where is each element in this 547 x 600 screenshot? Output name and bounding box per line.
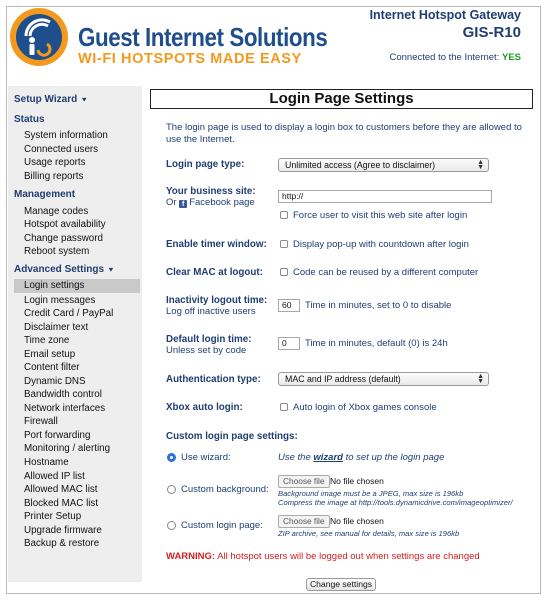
connection-status bbox=[389, 52, 521, 63]
facebook-page-sublabel: Or f Facebook page bbox=[166, 197, 255, 208]
xbox-label: Xbox auto login: bbox=[166, 402, 243, 413]
product-model: GIS-R10 bbox=[462, 24, 521, 41]
sidebar-item-port-forwarding[interactable]: Port forwarding bbox=[24, 430, 91, 441]
custom-background-note-1: Background image must be a JPEG, max size is 196kb bbox=[278, 489, 464, 498]
intro-text: The login page is used to display a login box to customers before they are allowed to use the Internet. bbox=[166, 122, 522, 145]
login-page-type-label: Login page type: bbox=[166, 159, 245, 170]
warning-label: WARNING: bbox=[166, 551, 216, 562]
setup-wizard-link[interactable]: Setup Wizard ▼ bbox=[14, 94, 89, 105]
use-wizard-radio[interactable] bbox=[167, 453, 176, 462]
connection-value: YES bbox=[501, 52, 521, 63]
sidebar bbox=[8, 86, 142, 582]
product-name: Internet Hotspot Gateway bbox=[369, 8, 521, 22]
default-login-hint: Time in minutes, default (0) is 24h bbox=[305, 338, 448, 349]
sidebar-item-usage-reports[interactable]: Usage reports bbox=[24, 157, 86, 168]
sidebar-item-blocked-mac-list[interactable]: Blocked MAC list bbox=[24, 498, 99, 509]
custom-background-file-name: No file chosen bbox=[330, 476, 384, 486]
custom-login-page-choose-file-button[interactable]: Choose file bbox=[278, 515, 330, 528]
sidebar-item-connected-users[interactable]: Connected users bbox=[24, 144, 99, 155]
timer-window-option: Display pop-up with countdown after login bbox=[293, 239, 469, 250]
sidebar-item-dynamic-dns[interactable]: Dynamic DNS bbox=[24, 376, 86, 387]
use-wizard-label: Use wizard: bbox=[181, 452, 231, 463]
custom-background-label: Custom background: bbox=[181, 484, 269, 495]
custom-background-note-2: Compress the image at http://tools.dynamicdrive.com/imageoptimizer/ bbox=[278, 498, 513, 507]
facebook-icon: f bbox=[179, 200, 187, 208]
sidebar-item-upgrade-firmware[interactable]: Upgrade firmware bbox=[24, 525, 102, 536]
auth-type-value: MAC and IP address (default) bbox=[285, 374, 401, 384]
custom-login-page-note: ZIP archive, see manual for details, max size is 196kb bbox=[278, 529, 460, 538]
sidebar-item-change-password[interactable]: Change password bbox=[24, 233, 103, 244]
custom-login-page-label: Custom login page: bbox=[181, 520, 263, 531]
xbox-checkbox[interactable] bbox=[280, 403, 288, 411]
double-chevron-down-icon: ▼ bbox=[80, 95, 89, 104]
sidebar-item-allowed-ip-list[interactable]: Allowed IP list bbox=[24, 471, 85, 482]
default-login-sublabel: Unless set by code bbox=[166, 345, 247, 356]
sidebar-item-allowed-mac-list[interactable]: Allowed MAC list bbox=[24, 484, 98, 495]
sidebar-item-system-information[interactable]: System information bbox=[24, 130, 108, 141]
sidebar-item-backup-restore[interactable]: Backup & restore bbox=[24, 538, 100, 549]
inactivity-hint: Time in minutes, set to 0 to disable bbox=[305, 300, 452, 311]
sidebar-item-login-messages[interactable]: Login messages bbox=[24, 295, 96, 306]
sidebar-item-login-settings[interactable]: Login settings bbox=[14, 279, 140, 293]
header bbox=[0, 0, 533, 82]
timer-window-checkbox[interactable] bbox=[280, 240, 288, 248]
login-page-type-value: Unlimited access (Agree to disclaimer) bbox=[285, 160, 436, 170]
force-visit-checkbox[interactable] bbox=[280, 211, 288, 219]
custom-settings-heading: Custom login page settings: bbox=[166, 431, 298, 442]
brand-title: Guest Internet Solutions bbox=[78, 22, 328, 52]
sidebar-item-printer-setup[interactable]: Printer Setup bbox=[24, 511, 82, 522]
sidebar-item-monitoring-alerting[interactable]: Monitoring / alerting bbox=[24, 443, 111, 454]
sidebar-item-reboot-system[interactable]: Reboot system bbox=[24, 246, 90, 257]
connection-label: Connected to the Internet: bbox=[389, 52, 500, 63]
inactivity-label: Inactivity logout time: bbox=[166, 295, 268, 306]
advanced-settings-link[interactable]: Advanced Settings ▼ bbox=[14, 264, 115, 275]
change-settings-button[interactable]: Change settings bbox=[306, 578, 376, 591]
status-heading: Status bbox=[14, 114, 45, 125]
select-arrows-icon: ▲ ▼ bbox=[477, 159, 484, 171]
sidebar-item-hostname[interactable]: Hostname bbox=[24, 457, 69, 468]
sidebar-item-billing-reports[interactable]: Billing reports bbox=[24, 171, 84, 182]
business-site-input[interactable]: http:// bbox=[278, 190, 492, 203]
warning-message bbox=[166, 551, 480, 562]
select-arrows-icon: ▲ ▼ bbox=[477, 373, 484, 385]
inactivity-input[interactable]: 60 bbox=[278, 299, 300, 312]
custom-login-page-file-name: No file chosen bbox=[330, 516, 384, 526]
sidebar-item-email-setup[interactable]: Email setup bbox=[24, 349, 76, 360]
custom-background-choose-file-button[interactable]: Choose file bbox=[278, 475, 330, 488]
inactivity-sublabel: Log off inactive users bbox=[166, 306, 256, 317]
sidebar-item-network-interfaces[interactable]: Network interfaces bbox=[24, 403, 106, 414]
sidebar-item-hotspot-availability[interactable]: Hotspot availability bbox=[24, 219, 106, 230]
clear-mac-option: Code can be reused by a different computer bbox=[293, 267, 479, 278]
management-heading: Management bbox=[14, 189, 76, 200]
login-page-type-select[interactable] bbox=[278, 158, 489, 172]
clear-mac-checkbox[interactable] bbox=[280, 268, 288, 276]
custom-login-page-radio[interactable] bbox=[167, 521, 176, 530]
page-title: Login Page Settings bbox=[150, 89, 533, 109]
sidebar-item-firewall[interactable]: Firewall bbox=[24, 416, 58, 427]
auth-type-select[interactable] bbox=[278, 372, 489, 386]
xbox-option: Auto login of Xbox games console bbox=[293, 402, 437, 413]
use-wizard-description: Use the wizard to set up the login page bbox=[278, 452, 445, 463]
sidebar-item-disclaimer-text[interactable]: Disclaimer text bbox=[24, 322, 89, 333]
custom-background-radio[interactable] bbox=[167, 485, 176, 494]
sidebar-item-time-zone[interactable]: Time zone bbox=[24, 335, 70, 346]
default-login-label: Default login time: bbox=[166, 334, 252, 345]
force-visit-label: Force user to visit this web site after login bbox=[293, 210, 468, 221]
warning-text: All hotspot users will be logged out when settings are changed bbox=[217, 551, 480, 562]
sidebar-item-manage-codes[interactable]: Manage codes bbox=[24, 206, 89, 217]
wifi-person-logo-icon bbox=[8, 6, 70, 68]
sidebar-item-bandwidth-control[interactable]: Bandwidth control bbox=[24, 389, 102, 400]
sidebar-item-content-filter[interactable]: Content filter bbox=[24, 362, 80, 373]
brand-tagline: WI-FI HOTSPOTS MADE EASY bbox=[78, 51, 302, 67]
business-site-label: Your business site: bbox=[166, 186, 256, 197]
double-chevron-down-icon: ▼ bbox=[107, 265, 115, 274]
auth-type-label: Authentication type: bbox=[166, 374, 261, 385]
timer-window-label: Enable timer window: bbox=[166, 239, 267, 250]
wizard-link[interactable]: wizard bbox=[313, 452, 343, 463]
sidebar-item-credit-card-paypal[interactable]: Credit Card / PayPal bbox=[24, 308, 114, 319]
clear-mac-label: Clear MAC at logout: bbox=[166, 267, 263, 278]
default-login-input[interactable]: 0 bbox=[278, 337, 300, 350]
